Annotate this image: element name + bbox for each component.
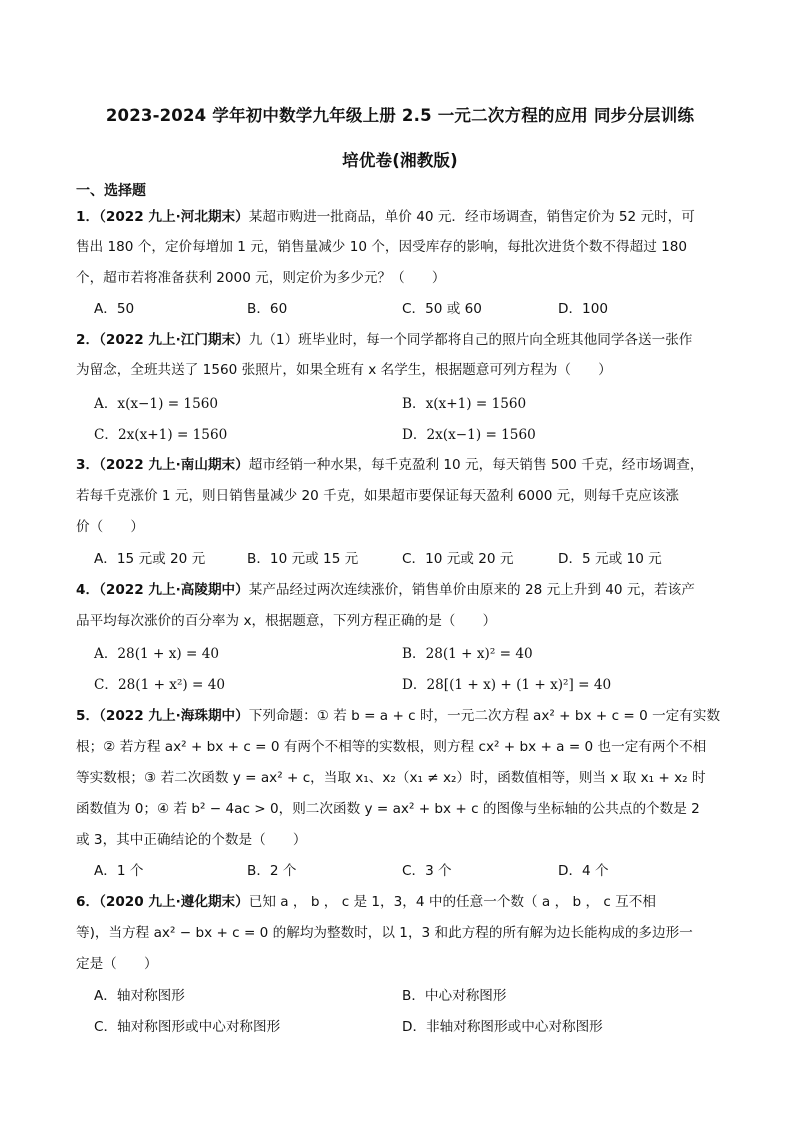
question-5-option-b: B．2 个 (247, 863, 297, 879)
question-5-option-c: C．3 个 (402, 863, 452, 879)
question-3-source: （2022 九上·南山期末） (99, 457, 249, 473)
question-1-number: 1． (76, 209, 100, 225)
question-6-option-a: A．轴对称图形 (94, 988, 185, 1004)
question-5-option-a: A．1 个 (94, 863, 144, 879)
question-5-line2: 根；② 若方程 ax² + bx + c = 0 有两个不相等的实数根，则方程 cx² + bx + a = 0 也一定有两个不相 (76, 739, 707, 755)
question-1-option-c: C．50 或 60 (402, 301, 482, 317)
question-1-text: 某超市购进一批商品，单价 40 元．经市场调查，销售定价为 52 元时，可 (248, 209, 695, 225)
question-3-option-d: D．5 元或 10 元 (558, 551, 662, 567)
question-6-text: 已知 a ， b ， c 是 1，3，4 中的任意一个数（ a ， b ， c 互不相 (248, 894, 656, 910)
question-4-number: 4． (76, 582, 100, 598)
question-2-option-b: B．x(x+1) = 1560 (402, 396, 527, 412)
question-2-source: （2022 九上·江门期末） (99, 332, 249, 348)
question-2-option-a: A．x(x−1) = 1560 (94, 396, 219, 412)
question-2-number: 2． (76, 332, 100, 348)
question-3-line1 (76, 455, 726, 475)
question-6-option-d: D．非轴对称图形或中心对称图形 (402, 1019, 603, 1035)
question-5-line5: 或 3，其中正确结论的个数是（ ） (76, 832, 307, 848)
question-6-option-b: B．中心对称图形 (402, 988, 507, 1004)
question-2-option-d: D．2x(x−1) = 1560 (402, 427, 536, 443)
question-5-source: （2022 九上·海珠期中） (99, 708, 249, 724)
question-5-text: 下列命题：① 若 b = a + c 时，一元二次方程 ax² + bx + c = 0 一定有实数 (248, 708, 721, 724)
question-1-line2: 售出 180 个，定价每增加 1 元，销售量减少 10 个，因受库存的影响，每批次进货个数不得超过 180 (76, 239, 688, 255)
question-3-text: 超市经销一种水果，每千克盈利 10 元，每天销售 500 千克，经市场调查， (248, 457, 704, 473)
question-3-number: 3． (76, 457, 100, 473)
question-6-source: （2020 九上·遵化期末） (99, 894, 249, 910)
question-4-option-c: C．28(1 + x²) = 40 (94, 677, 226, 693)
question-2-line2: 为留念，全班共送了 1560 张照片，如果全班有 x 名学生，根据题意可列方程为（ ） (76, 362, 612, 378)
question-1-source: （2022 九上·河北期末） (99, 209, 249, 225)
question-5-number: 5． (76, 708, 100, 724)
question-5-line4: 函数值为 0；④ 若 b² − 4ac > 0，则二次函数 y = ax² + bx + c 的图像与坐标轴的公共点的个数是 2 (76, 801, 700, 817)
question-4-text: 某产品经过两次连续涨价，销售单价由原来的 28 元上升到 40 元，若该产 (248, 582, 695, 598)
question-5-option-d: D．4 个 (558, 863, 609, 879)
question-1-line3: 个，超市若将准备获利 2000 元，则定价为多少元？（ ） (76, 270, 446, 286)
question-5-line1 (76, 706, 726, 726)
question-4-source: （2022 九上·高陵期中） (99, 582, 249, 598)
question-6-option-c: C．轴对称图形或中心对称图形 (94, 1019, 281, 1035)
question-2-text: 九（1）班毕业时，每一个同学都将自己的照片向全班其他同学各送一张作 (248, 332, 693, 348)
question-6-line2: 等)，当方程 ax² − bx + c = 0 的解均为整数时，以 1，3 和此方程的所有解为边长能构成的多边形一 (76, 925, 693, 941)
question-3-line2: 若每千克涨价 1 元，则日销售量减少 20 千克，如果超市要保证每天盈利 6000 元，则每千克应该涨 (76, 488, 680, 504)
question-4-line1 (76, 580, 726, 600)
question-6-number: 6． (76, 894, 100, 910)
question-3-option-a: A．15 元或 20 元 (94, 551, 206, 567)
question-4-option-a: A．28(1 + x) = 40 (94, 646, 219, 662)
question-3-option-c: C．10 元或 20 元 (402, 551, 514, 567)
question-4-option-b: B．28(1 + x)² = 40 (402, 646, 533, 662)
question-6-line1 (76, 892, 726, 912)
question-2-line1 (76, 330, 726, 350)
document-title-line1: 2023-2024 学年初中数学九年级上册 2.5 一元二次方程的应用 同步分层训练 (105, 106, 695, 125)
question-2-option-c: C．2x(x+1) = 1560 (94, 427, 228, 443)
question-1-option-b: B．60 (247, 301, 288, 317)
question-3-line3: 价（ ） (76, 519, 144, 535)
question-6-line3: 定是（ ） (76, 956, 158, 972)
question-3-option-b: B．10 元或 15 元 (247, 551, 359, 567)
section-heading: 一、选择题 (76, 183, 146, 199)
question-1-option-a: A．50 (94, 301, 135, 317)
question-4-line2: 品平均每次涨价的百分率为 x，根据题意，下列方程正确的是（ ） (76, 613, 497, 629)
question-4-option-d: D．28[(1 + x) + (1 + x)²] = 40 (402, 677, 612, 693)
question-1-line1 (76, 207, 726, 227)
question-5-line3: 等实数根；③ 若二次函数 y = ax² + c，当取 x₁、x₂（x₁ ≠ x₂）时，函数值相等，则当 x 取 x₁ + x₂ 时 (76, 770, 706, 786)
question-1-option-d: D．100 (558, 301, 609, 317)
document-title-line2: 培优卷(湘教版) (342, 151, 458, 170)
